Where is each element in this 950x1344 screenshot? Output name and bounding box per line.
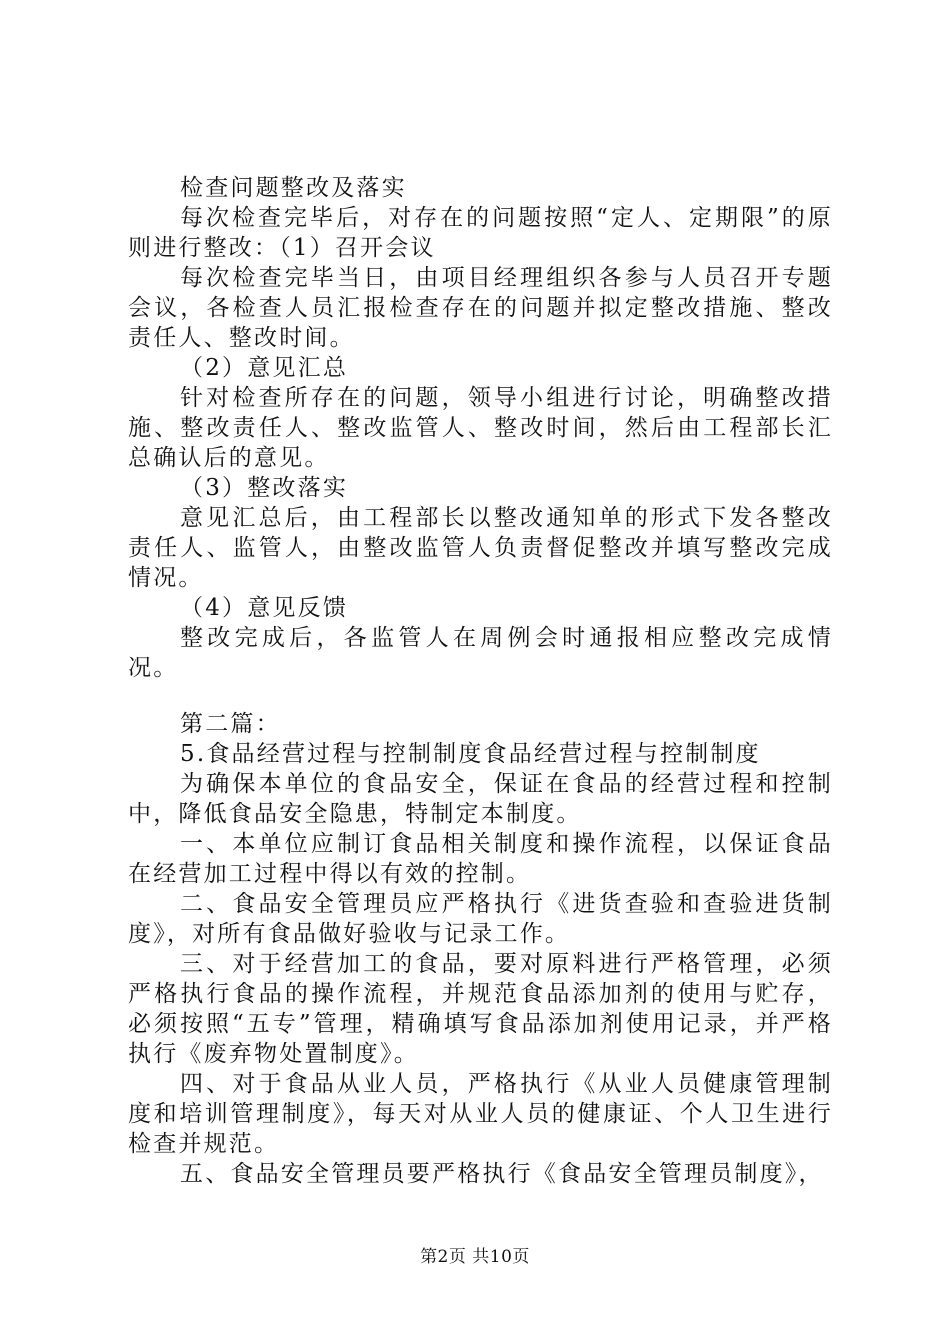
paragraph-purpose: 为确保本单位的食品安全，保证在食品的经营过程和控制中，降低食品安全隐患，特制定本制度。 [128,771,833,827]
paragraph-step-4: 整改完成后，各监管人在周例会时通报相应整改完成情况。 [128,625,833,681]
paragraph-step-2: 针对检查所存在的问题，领导小组进行讨论，明确整改措施、整改责任人、整改监管人、整改时间，然后由工程部长汇总确认后的意见。 [128,385,833,471]
step-3-title: （3）整改落实 [180,475,349,501]
document-body [128,173,833,1189]
step-4-title: （4）意见反馈 [180,595,349,621]
section-title: 检查问题整改及落实 [180,175,407,201]
list-item-5: 五、食品安全管理员要严格执行《食品安全管理员制度》， [180,1161,824,1187]
list-item-4: 四、对于食品从业人员，严格执行《从业人员健康管理制度和培训管理制度》，每天对从业人员的健康证、个人卫生进行检查并规范。 [128,1071,833,1157]
list-item-2: 二、食品安全管理员应严格执行《进货查验和查验进货制度》，对所有食品做好验收与记录工作。 [128,891,833,947]
paragraph-intro: 每次检查完毕后，对存在的问题按照“定人、定期限”的原则进行整改：（1）召开会议 [128,205,833,261]
part-title: 5.食品经营过程与控制制度食品经营过程与控制制度 [180,741,761,767]
list-item-1: 一、本单位应制订食品相关制度和操作流程，以保证食品在经营加工过程中得以有效的控制。 [128,831,833,887]
list-item-3: 三、对于经营加工的食品，要对原料进行严格管理，必须严格执行食品的操作流程，并规范食品添加剂的使用与贮存，必须按照“五专”管理，精确填写食品添加剂使用记录，并严格执行《废弃物处置制度》。 [128,951,833,1067]
part-label: 第二篇： [180,711,281,737]
paragraph-meeting: 每次检查完毕当日，由项目经理组织各参与人员召开专题会议，各检查人员汇报检查存在的问题并拟定整改措施、整改责任人、整改时间。 [128,265,833,351]
paragraph-step-3: 意见汇总后，由工程部长以整改通知单的形式下发各整改责任人、监管人，由整改监管人负责督促整改并填写整改完成情况。 [128,505,833,591]
page-footer: 第2页 共10页 [420,1247,530,1267]
step-2-title: （2）意见汇总 [180,355,349,381]
